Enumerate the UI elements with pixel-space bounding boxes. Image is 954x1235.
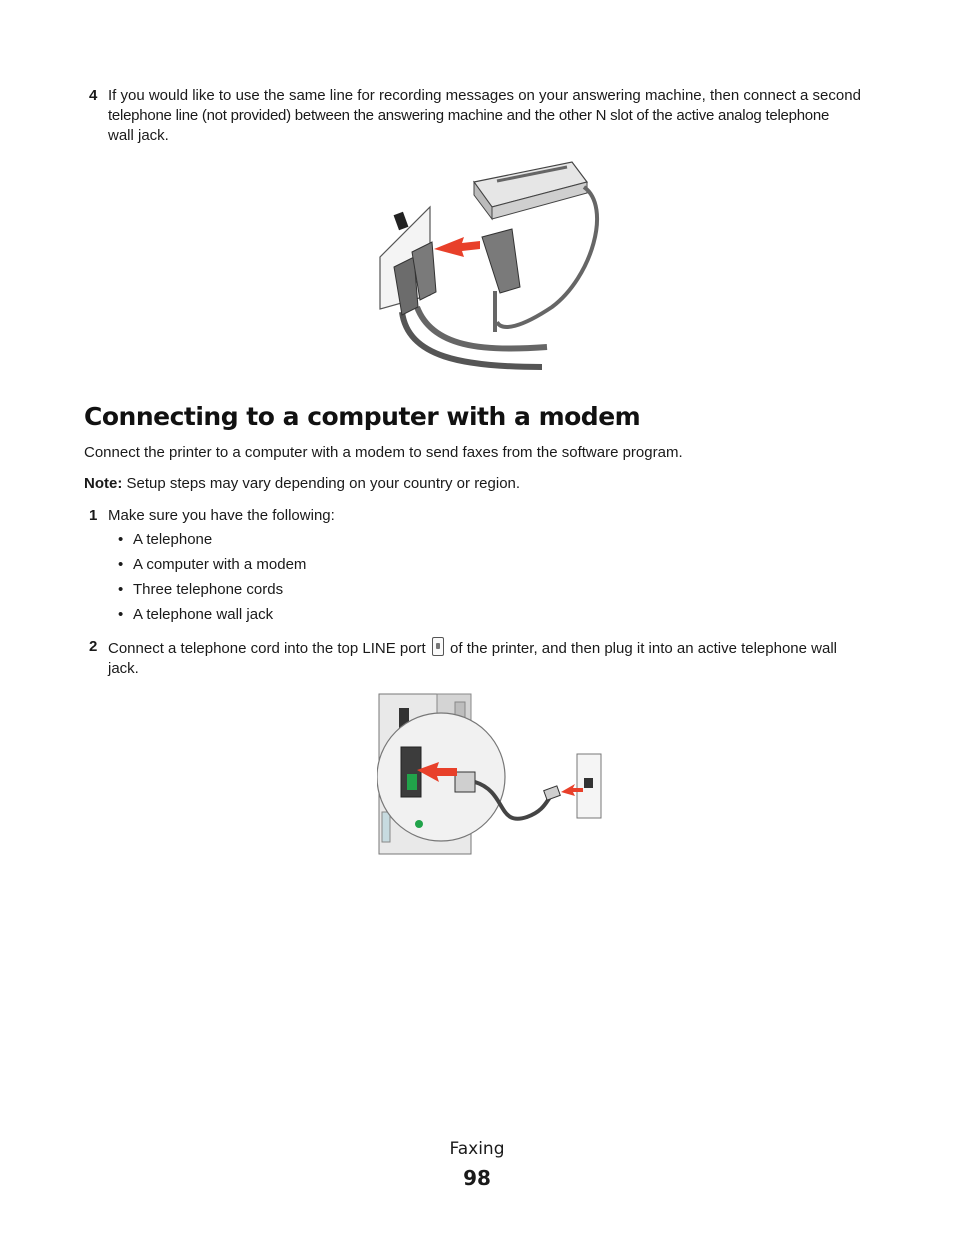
answering-machine-illustration: [372, 157, 608, 383]
step-text: Make sure you have the following:: [108, 507, 335, 524]
line-port-indicator: [407, 774, 417, 790]
line-port-icon: [432, 637, 444, 656]
step-text: [108, 86, 888, 146]
step-text-line: wall jack.: [108, 127, 169, 144]
telephone-cord: [417, 307, 547, 349]
step-number: 1: [89, 507, 98, 524]
page-number: 98: [463, 1166, 491, 1190]
step-text: [108, 637, 888, 679]
footer-section: Faxing: [449, 1139, 505, 1159]
step-number: 4: [89, 87, 98, 104]
step-text-part: of the printer, and then plug it into an active telephone wall: [445, 640, 837, 657]
note: [84, 475, 520, 492]
list-item: • Three telephone cords: [118, 581, 284, 598]
step-text-line: If you would like to use the same line for recording messages on your answering machine, then connect a second: [108, 87, 861, 104]
plug: [544, 786, 561, 800]
zoom-circle: [377, 713, 505, 841]
note-text: Setup steps may vary depending on your country or region.: [122, 475, 521, 492]
phone-symbol: [394, 212, 409, 230]
list-item: • A telephone wall jack: [118, 606, 274, 623]
arrow-icon: [434, 237, 480, 257]
step-text-part: Connect a telephone cord into the top LINE port: [108, 640, 430, 657]
list-item-text: A telephone wall jack: [133, 606, 274, 623]
list-item-text: A computer with a modem: [133, 556, 307, 573]
plug: [455, 772, 475, 792]
section-heading: Connecting to a computer with a modem: [84, 402, 641, 431]
step-number: 2: [89, 638, 98, 655]
list-item: • A computer with a modem: [118, 556, 307, 573]
list-item: • A telephone: [118, 531, 213, 548]
list-item-text: Three telephone cords: [133, 581, 284, 598]
step-text-line: jack.: [108, 660, 139, 677]
list-item-text: A telephone: [133, 531, 213, 548]
note-label: Note:: [84, 475, 123, 492]
intro-paragraph: Connect the printer to a computer with a modem to send faxes from the software program.: [84, 444, 683, 461]
printer-line-port-illustration: [377, 692, 605, 858]
plug: [482, 229, 520, 293]
step-text-line: telephone line (not provided) between the answering machine and the other N slot of the active analog telephone: [108, 107, 830, 124]
